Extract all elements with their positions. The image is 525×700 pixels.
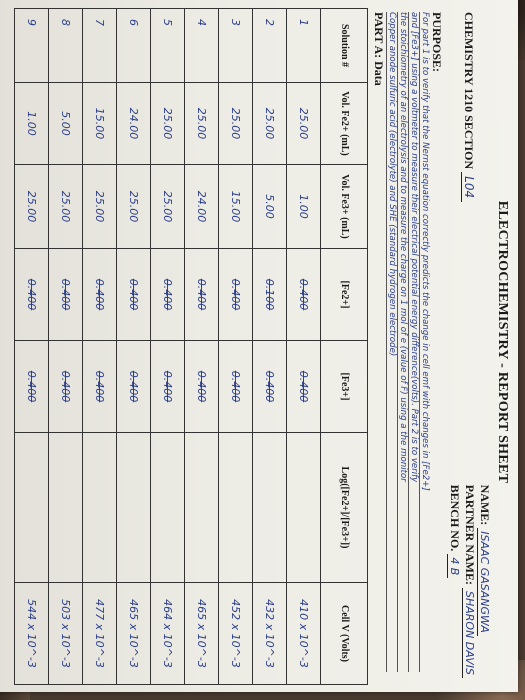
table-header-row xyxy=(321,9,368,685)
cell-log-ratio xyxy=(117,433,151,583)
cell-conc-fe3: 0.400 xyxy=(15,341,49,433)
cell-conc-fe3: 0.400 xyxy=(185,341,219,433)
table-row xyxy=(287,9,321,685)
cell-vol-fe2: 1.00 xyxy=(15,83,49,165)
cell-log-ratio xyxy=(151,433,185,583)
cell-solution: 6 xyxy=(117,9,151,83)
header-conc-fe2: [Fe2+] xyxy=(321,249,368,341)
cell-vol-fe3: 5.00 xyxy=(253,165,287,249)
table-row xyxy=(15,9,49,685)
cell-conc-fe2: 0.400 xyxy=(15,249,49,341)
bench-value: 4 B xyxy=(447,554,461,578)
cell-voltage: 503 x 10^-3 xyxy=(49,583,83,685)
cell-conc-fe3: 0.400 xyxy=(117,341,151,433)
cell-vol-fe3: 15.00 xyxy=(219,165,253,249)
cell-voltage: 465 x 10^-3 xyxy=(185,583,219,685)
header-log-ratio: Log([Fe2+]/[Fe3+]) xyxy=(321,433,368,583)
course-section xyxy=(461,12,476,202)
cell-vol-fe3: 25.00 xyxy=(117,165,151,249)
name-value: ISAAC GASANGWA xyxy=(477,528,491,636)
cell-vol-fe2: 25.00 xyxy=(219,83,253,165)
table-row xyxy=(253,9,287,685)
cell-vol-fe3: 25.00 xyxy=(83,165,117,249)
purpose-line: Copper anode sulfuric acid (electrolyte) and SHE (standard hydrogen electrode) xyxy=(386,12,397,672)
cell-solution: 5 xyxy=(151,9,185,83)
table-row xyxy=(185,9,219,685)
cell-log-ratio xyxy=(83,433,117,583)
cell-voltage: 410 x 10^-3 xyxy=(287,583,321,685)
cell-conc-fe2: 0.400 xyxy=(49,249,83,341)
cell-solution: 7 xyxy=(83,9,117,83)
partner-label: PARTNER NAME: xyxy=(463,484,477,585)
header-solution: Solution # xyxy=(321,9,368,83)
cell-log-ratio xyxy=(185,433,219,583)
cell-conc-fe2: 0.400 xyxy=(117,249,151,341)
table-row xyxy=(219,9,253,685)
student-info xyxy=(447,485,492,678)
cell-conc-fe2: 0.100 xyxy=(253,249,287,341)
name-label: NAME: xyxy=(478,484,492,526)
header-cell-v: Cell V (Volts) xyxy=(321,583,368,685)
cell-vol-fe3: 25.00 xyxy=(49,165,83,249)
cell-vol-fe2: 25.00 xyxy=(253,83,287,165)
purpose-text xyxy=(386,12,430,672)
table-row xyxy=(151,9,185,685)
cell-log-ratio xyxy=(15,433,49,583)
cell-log-ratio xyxy=(287,433,321,583)
cell-conc-fe3: 0.400 xyxy=(253,341,287,433)
cell-vol-fe2: 25.00 xyxy=(151,83,185,165)
sheet-title: ELECTROCHEMISTRY - REPORT SHEET xyxy=(495,200,510,484)
cell-voltage: 465 x 10^-3 xyxy=(117,583,151,685)
cell-solution: 3 xyxy=(219,9,253,83)
cell-log-ratio xyxy=(219,433,253,583)
header-vol-fe3: Vol. Fe3+ (mL) xyxy=(321,165,368,249)
table-row xyxy=(49,9,83,685)
purpose-line: the stoichiometry of an electrolysis and to measure the charge on 1 mol of e (value of F) using a the monitor xyxy=(397,12,408,672)
cell-conc-fe2: 0.400 xyxy=(83,249,117,341)
purpose-line: and [Fe3+] using a voltmeter to measure their electrical potential energy difference(volts). Part 2 is to verify xyxy=(408,12,419,672)
cell-conc-fe3: 0.400 xyxy=(83,341,117,433)
table-row xyxy=(83,9,117,685)
header-conc-fe3: [Fe3+] xyxy=(321,341,368,433)
cell-conc-fe3: 0.400 xyxy=(287,341,321,433)
cell-conc-fe3: 0.400 xyxy=(219,341,253,433)
cell-log-ratio xyxy=(253,433,287,583)
cell-conc-fe2: 0.400 xyxy=(219,249,253,341)
cell-vol-fe2: 25.00 xyxy=(287,83,321,165)
cell-conc-fe2: 0.400 xyxy=(185,249,219,341)
cell-voltage: 452 x 10^-3 xyxy=(219,583,253,685)
cell-voltage: 477 x 10^-3 xyxy=(83,583,117,685)
table-row xyxy=(117,9,151,685)
cell-conc-fe3: 0.400 xyxy=(49,341,83,433)
cell-solution: 9 xyxy=(15,9,49,83)
part-a-label: PART A: Data xyxy=(372,12,386,86)
cell-vol-fe2: 5.00 xyxy=(49,83,83,165)
cell-log-ratio xyxy=(49,433,83,583)
section-value: L04 xyxy=(461,172,476,202)
course-label: CHEMISTRY 1210 SECTION xyxy=(462,12,476,170)
cell-voltage: 432 x 10^-3 xyxy=(253,583,287,685)
cell-vol-fe3: 25.00 xyxy=(15,165,49,249)
purpose-line: For part 1 is to verify that the Nernst equation correctly predicts the change in cell emf with changes in [Fe2+] xyxy=(419,12,430,672)
purpose-label: PURPOSE: xyxy=(430,12,444,72)
cell-vol-fe3: 25.00 xyxy=(151,165,185,249)
cell-vol-fe3: 24.00 xyxy=(185,165,219,249)
cell-voltage: 544 x 10^-3 xyxy=(15,583,49,685)
cell-voltage: 464 x 10^-3 xyxy=(151,583,185,685)
cell-vol-fe2: 25.00 xyxy=(185,83,219,165)
cell-conc-fe3: 0.400 xyxy=(151,341,185,433)
cell-vol-fe2: 24.00 xyxy=(117,83,151,165)
bench-label: BENCH NO. xyxy=(448,484,462,552)
partner-value: SHARON DAVIS xyxy=(462,588,476,678)
cell-vol-fe3: 1.00 xyxy=(287,165,321,249)
cell-vol-fe2: 15.00 xyxy=(83,83,117,165)
cell-conc-fe2: 0.400 xyxy=(287,249,321,341)
data-table xyxy=(14,8,368,685)
cell-solution: 8 xyxy=(49,9,83,83)
cell-solution: 4 xyxy=(185,9,219,83)
header-vol-fe2: Vol. Fe2+ (mL) xyxy=(321,83,368,165)
cell-solution: 1 xyxy=(287,9,321,83)
cell-solution: 2 xyxy=(253,9,287,83)
cell-conc-fe2: 0.400 xyxy=(151,249,185,341)
